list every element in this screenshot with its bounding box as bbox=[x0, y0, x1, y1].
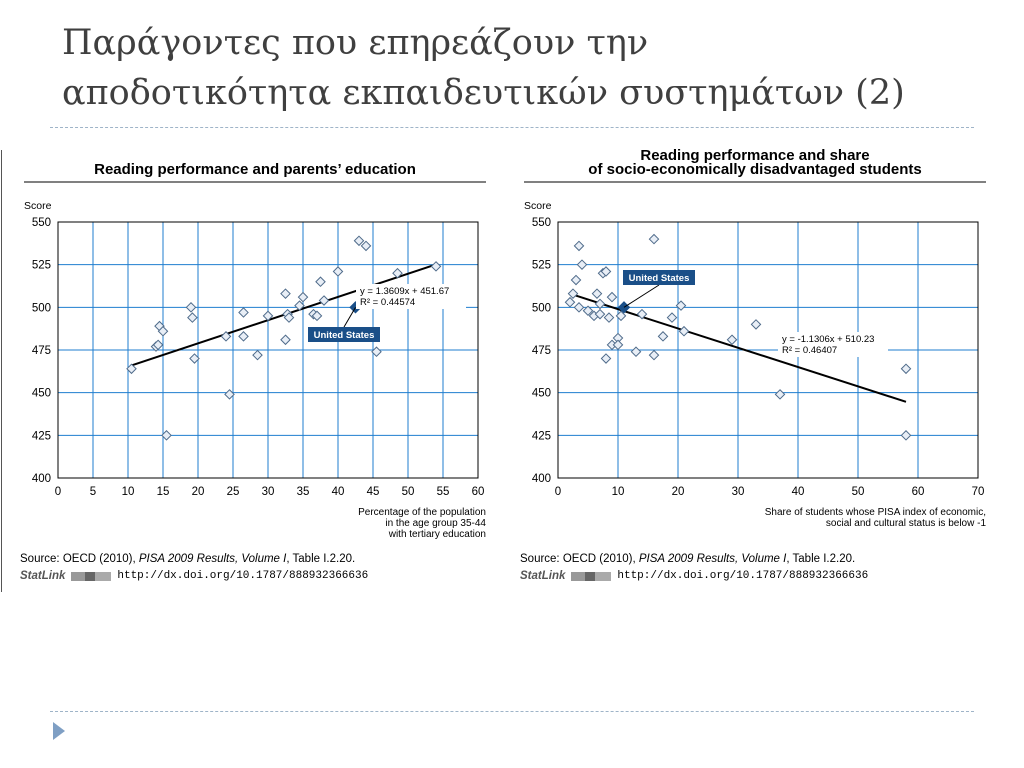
data-point bbox=[649, 234, 658, 243]
y-axis-label: Score bbox=[524, 200, 552, 212]
x-tick-label: 30 bbox=[731, 486, 745, 498]
x-axis-label: with tertiary education bbox=[388, 529, 486, 540]
data-point bbox=[577, 260, 586, 269]
x-tick-label: 20 bbox=[191, 486, 205, 498]
data-point bbox=[571, 275, 580, 284]
data-point bbox=[568, 289, 577, 298]
r-squared: R² = 0.46407 bbox=[782, 345, 838, 356]
data-point bbox=[239, 308, 248, 317]
data-point bbox=[319, 296, 328, 305]
x-axis-label: Share of students whose PISA index of economic, bbox=[764, 507, 986, 518]
statlink-logo-icon bbox=[571, 572, 611, 581]
data-point bbox=[631, 347, 640, 356]
data-point bbox=[188, 313, 197, 322]
source-prefix: Source: OECD (2010), bbox=[520, 553, 639, 565]
x-tick-label: 55 bbox=[436, 486, 450, 498]
statlink-url[interactable]: http://dx.doi.org/10.1787/888932366636 bbox=[617, 570, 869, 582]
y-tick-label: 550 bbox=[531, 217, 551, 229]
statlink-row bbox=[520, 567, 868, 585]
data-point bbox=[239, 332, 248, 341]
y-tick-label: 525 bbox=[31, 259, 51, 272]
data-point bbox=[775, 390, 784, 399]
chart-title-line: Reading performance and parents’ education bbox=[94, 161, 416, 178]
data-point bbox=[298, 292, 307, 301]
statlink-label: StatLink bbox=[20, 570, 66, 582]
scatter-chart-parents-education bbox=[20, 140, 490, 550]
x-tick-label: 35 bbox=[296, 486, 310, 498]
x-axis-label: social and cultural status is below -1 bbox=[825, 518, 986, 529]
data-point bbox=[592, 289, 601, 298]
data-point bbox=[613, 340, 622, 349]
data-point bbox=[333, 267, 342, 276]
data-point bbox=[574, 241, 583, 250]
y-tick-label: 475 bbox=[31, 345, 51, 357]
highlight-label: United States bbox=[313, 330, 375, 341]
x-tick-label: 0 bbox=[54, 486, 62, 498]
source-title: PISA 2009 Results, Volume I bbox=[638, 553, 787, 565]
statlink-label: StatLink bbox=[520, 570, 566, 582]
data-point bbox=[604, 313, 613, 322]
data-point bbox=[281, 289, 290, 298]
x-tick-label: 20 bbox=[671, 486, 685, 498]
source-suffix: , Table I.2.20. bbox=[786, 553, 856, 565]
data-point bbox=[751, 320, 760, 329]
x-tick-label: 10 bbox=[121, 486, 135, 498]
statlink-row bbox=[20, 567, 368, 585]
x-tick-label: 5 bbox=[89, 486, 97, 498]
x-tick-label: 15 bbox=[156, 486, 170, 498]
source-title: PISA 2009 Results, Volume I bbox=[138, 553, 287, 565]
data-point bbox=[431, 262, 440, 271]
data-point bbox=[607, 292, 616, 301]
slide-title-line2: αποδοτικότητα εκπαιδευτικών συστημάτων (2) bbox=[62, 73, 905, 113]
title-divider bbox=[50, 127, 974, 128]
r-squared: R² = 0.44574 bbox=[360, 297, 416, 308]
y-tick-label: 425 bbox=[31, 430, 51, 443]
data-point bbox=[901, 364, 910, 373]
y-tick-label: 450 bbox=[531, 387, 551, 400]
chart-panel-disadvantaged-students bbox=[520, 140, 1000, 590]
y-tick-label: 400 bbox=[531, 473, 551, 485]
y-tick-label: 500 bbox=[31, 302, 51, 315]
y-tick-label: 550 bbox=[31, 217, 51, 229]
statlink-url[interactable]: http://dx.doi.org/10.1787/888932366636 bbox=[117, 570, 369, 582]
x-tick-label: 0 bbox=[554, 486, 562, 498]
chart-panel-parents-education bbox=[20, 140, 490, 590]
x-tick-label: 60 bbox=[471, 486, 485, 498]
bullet-arrow-icon bbox=[53, 722, 65, 740]
data-point bbox=[658, 332, 667, 341]
statlink-logo-icon bbox=[71, 572, 111, 581]
highlight-leader-line bbox=[624, 285, 659, 307]
y-tick-label: 400 bbox=[31, 473, 51, 485]
y-tick-label: 425 bbox=[531, 430, 551, 443]
chart-title-line: of socio-economically disadvantaged students bbox=[588, 161, 922, 178]
trend-equation: y = -1.1306x + 510.23 bbox=[782, 334, 875, 345]
highlight-label: United States bbox=[628, 273, 690, 284]
x-tick-label: 30 bbox=[261, 486, 275, 498]
source-note bbox=[20, 551, 368, 567]
data-point bbox=[354, 236, 363, 245]
data-point bbox=[667, 313, 676, 322]
scatter-chart-disadvantaged-students bbox=[520, 140, 1000, 550]
x-tick-label: 10 bbox=[611, 486, 625, 498]
y-tick-label: 500 bbox=[531, 302, 551, 315]
data-point bbox=[649, 351, 658, 360]
chart-footer bbox=[520, 551, 868, 585]
x-tick-label: 60 bbox=[911, 486, 925, 498]
slide-title bbox=[62, 18, 1012, 118]
data-point bbox=[901, 431, 910, 440]
data-point bbox=[253, 351, 262, 360]
x-axis-label: in the age group 35-44 bbox=[385, 518, 486, 529]
x-tick-label: 70 bbox=[971, 486, 985, 498]
data-point bbox=[601, 354, 610, 363]
x-tick-label: 25 bbox=[226, 486, 240, 498]
data-point bbox=[727, 335, 736, 344]
data-point bbox=[281, 335, 290, 344]
x-axis-label: Percentage of the population bbox=[358, 507, 486, 518]
y-axis-label: Score bbox=[24, 200, 52, 212]
data-point bbox=[574, 303, 583, 312]
data-point bbox=[186, 303, 195, 312]
chart-footer bbox=[20, 551, 368, 585]
x-tick-label: 45 bbox=[366, 486, 380, 498]
data-point bbox=[316, 277, 325, 286]
x-tick-label: 50 bbox=[401, 486, 415, 498]
x-tick-label: 40 bbox=[791, 486, 805, 498]
chart-title-cut: Reading performance and share bbox=[640, 147, 870, 164]
y-tick-label: 525 bbox=[531, 259, 551, 272]
x-tick-label: 40 bbox=[331, 486, 345, 498]
footer-divider bbox=[50, 711, 974, 712]
highlight-leader-line bbox=[344, 307, 356, 327]
left-edge-rule bbox=[1, 150, 2, 592]
x-tick-label: 50 bbox=[851, 486, 865, 498]
data-point bbox=[361, 241, 370, 250]
source-prefix: Source: OECD (2010), bbox=[20, 553, 139, 565]
data-point bbox=[679, 327, 688, 336]
source-note bbox=[520, 551, 868, 567]
source-suffix: , Table I.2.20. bbox=[286, 553, 356, 565]
data-point bbox=[565, 298, 574, 307]
y-tick-label: 450 bbox=[31, 387, 51, 400]
y-tick-label: 475 bbox=[531, 345, 551, 357]
slide-title-line1: Παράγοντες που επηρεάζουν την bbox=[62, 23, 649, 63]
trend-equation: y = 1.3609x + 451.67 bbox=[360, 286, 450, 297]
